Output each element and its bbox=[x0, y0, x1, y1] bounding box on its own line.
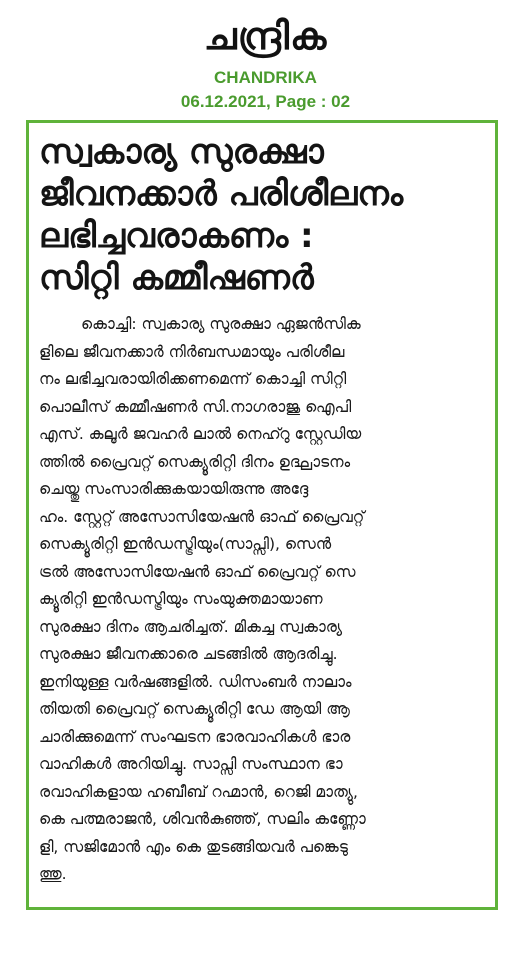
body-line: ഹം. സ്റ്റേറ്റ് അസോസിയേഷൻ ഓഫ് പ്രൈവറ്റ് bbox=[39, 507, 365, 526]
body-line: ചെയ്തു സംസാരിക്കുകയായിരുന്നു അദ്ദേ bbox=[39, 480, 309, 498]
body-line: രവാഹികളായ ഹബീബ് റഹ്മാൻ, റെജി മാത്യു, bbox=[39, 782, 358, 801]
headline-line: സിറ്റി കമ്മീഷണർ bbox=[39, 258, 314, 298]
publication-name: CHANDRIKA bbox=[214, 68, 317, 87]
body-line: പൊലീസ് കമ്മീഷണർ സി.നാഗരാജു ഐപി bbox=[39, 397, 352, 416]
body-line: സുരക്ഷാ ദിനം ആചരിച്ചത്. മികച്ച സ്വകാര്യ bbox=[39, 617, 343, 636]
body-line: തിയതി പ്രൈവറ്റ് സെക്യൂരിറ്റി ഡേ ആയി ആ bbox=[39, 700, 350, 718]
body-line: ട്രൽ അസോസിയേഷൻ ഓഫ് പ്രൈവറ്റ് സെ bbox=[39, 562, 356, 581]
article-clipping bbox=[26, 120, 498, 910]
body-line: സെക്യൂരിറ്റി ഇൻഡസ്ട്രിയും(സാപ്സി), സെൻ bbox=[39, 535, 332, 553]
article-body bbox=[39, 311, 493, 889]
body-line: ഇനിയുള്ള വർഷങ്ങളിൽ. ഡിസംബർ നാലാം bbox=[39, 672, 352, 691]
article-headline bbox=[39, 131, 489, 299]
body-line: ക്യൂരിറ്റി ഇൻഡസ്ട്രിയും സംയുക്തമായാണ bbox=[39, 590, 323, 608]
publication-date-page: 06.12.2021, Page : 02 bbox=[180, 92, 351, 111]
body-line: കൊച്ചി: സ്വകാര്യ സുരക്ഷാ ഏജൻസിക bbox=[81, 315, 361, 333]
headline-line: ലഭിച്ചവരാകണം : bbox=[39, 216, 314, 256]
body-line: ളി, സജിമോൻ എം കെ തുടങ്ങിയവർ പങ്കെടു bbox=[39, 837, 348, 856]
body-line: സുരക്ഷാ ജീവനക്കാരെ ചടങ്ങിൽ ആദരിച്ചു. bbox=[39, 645, 338, 663]
body-line: നം ലഭിച്ചവരായിരിക്കണമെന്ന് കൊച്ചി സിറ്റി bbox=[39, 370, 347, 388]
body-line: ത്തു. bbox=[39, 865, 67, 883]
body-line: എസ്. കലൂർ ജവഹർ ലാൽ നെഹ്റു സ്റ്റേഡിയ bbox=[39, 425, 362, 443]
body-line: ളിലെ ജീവനക്കാർ നിർബന്ധമായും പരിശീല bbox=[39, 342, 345, 361]
body-line: ത്തിൽ പ്രൈവറ്റ് സെക്യൂരിറ്റി ദിനം ഉദ്ഘാടനം bbox=[39, 452, 351, 471]
body-line: വാഹികൾ അറിയിച്ചു. സാപ്സി സംസ്ഥാന ഭാ bbox=[39, 755, 343, 773]
body-line: കെ പത്മരാജൻ, ശിവൻകുഞ്ഞ്, സലിം കണ്ണോ bbox=[39, 810, 366, 828]
newspaper-logo: ചന്ദ്രിക bbox=[203, 14, 328, 58]
body-line: ചാരിക്കുമെന്ന് സംഘടന ഭാരവാഹികൾ ഭാര bbox=[39, 727, 351, 746]
headline-line: ജീവനക്കാർ പരിശീലനം bbox=[39, 174, 404, 214]
headline-line: സ്വകാര്യ സുരക്ഷാ bbox=[39, 132, 324, 172]
